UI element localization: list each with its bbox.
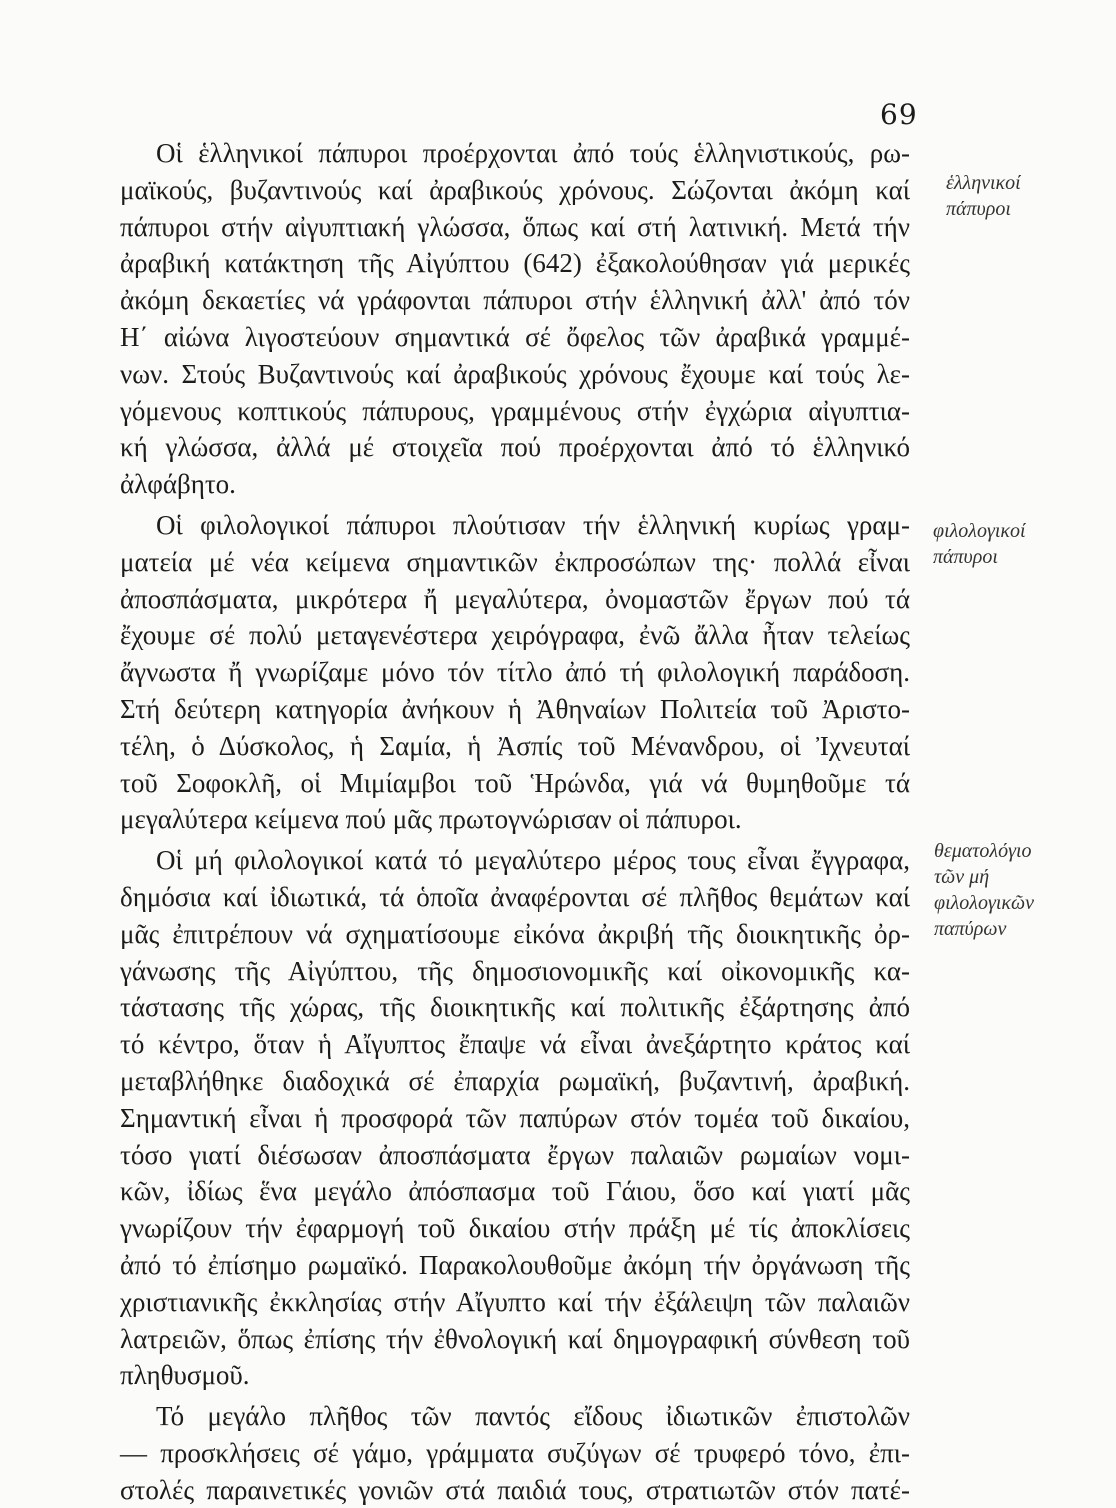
paragraph-literary-papyri <box>120 507 910 838</box>
text-line: νων. Στούς Βυζαντινούς καί ἀραβικούς χρόνους ἔχουμε καί τούς λε- <box>120 358 910 389</box>
text-line: ἀπό τό ἐπίσημο ρωμαϊκό. Παρακολουθοῦμε ἀκόμη τήν ὀργάνωση τῆς <box>120 1249 910 1280</box>
margin-note-non-literary-themes <box>934 838 1109 942</box>
text-line: λατρειῶν, ὅπως ἐπίσης τήν ἐθνολογική καί δημογραφική σύνθεση τοῦ <box>120 1323 910 1354</box>
text-line: ἀλφάβητο. <box>120 469 236 500</box>
text-line: ἀκόμη δεκαετίες νά γράφονται πάπυροι στήν ἑλληνική ἀλλ' ἀπό τόν <box>120 285 910 316</box>
text-line: στολές παραινετικές γονιῶν στά παιδιά τους, στρατιωτῶν στόν πατέ- <box>120 1474 910 1505</box>
text-line: τοῦ Σοφοκλῆ, οἱ Μιμίαμβοι τοῦ Ἡρώνδα, γιά νά θυμηθοῦμε τά <box>120 767 910 798</box>
paragraph-private-letters <box>120 1398 910 1508</box>
text-line: χριστιανικῆς ἐκκλησίας στήν Αἴγυπτο καί τήν ἐξάλειψη τῶν παλαιῶν <box>120 1286 910 1317</box>
text-line: ἔχουμε σέ πολύ μεταγενέστερα χειρόγραφα, ἐνῶ ἄλλα ἦταν τελείως <box>120 620 910 651</box>
text-line: μᾶς ἐπιτρέπουν νά σχηματίσουμε εἰκόνα ἀκριβή τῆς διοικητικῆς ὀρ- <box>120 918 910 949</box>
text-line: ματεία μέ νέα κείμενα σημαντικῶν ἐκπροσώπων της· πολλά εἶναι <box>120 546 910 577</box>
margin-note-hellenic-papyri <box>946 170 1116 222</box>
text-line: μαϊκούς, βυζαντινούς καί ἀραβικούς χρόνους. Σώζονται ἀκόμη καί <box>120 174 910 205</box>
text-line: πάπυροι στήν αἰγυπτιακή γλώσσα, ὅπως καί στή λατινική. Μετά τήν <box>120 211 910 242</box>
margin-note-line: πάπυροι <box>946 198 1011 220</box>
paragraph-non-literary-papyri <box>120 842 910 1394</box>
margin-note-line: παπύρων <box>934 918 1007 940</box>
text-line: τό κέντρο, ὅταν ἡ Αἴγυπτος ἔπαψε νά εἶναι ἀνεξάρτητο κράτος καί <box>120 1029 910 1060</box>
text-line: τέλη, ὁ Δύσκολος, ἡ Σαμία, ἡ Ἀσπίς τοῦ Μένανδρου, οἱ Ἰχνευταί <box>120 730 910 761</box>
text-line: δημόσια καί ἰδιωτικά, τά ὁποῖα ἀναφέρονται σέ πλῆθος θεμάτων καί <box>120 881 910 912</box>
margin-note-line: θεματολόγιο <box>934 840 1032 862</box>
text-line: μεταβλήθηκε διαδοχικά σέ ἐπαρχία ρωμαϊκή, βυζαντινή, ἀραβική. <box>120 1065 910 1096</box>
paragraph-hellenic-papyri <box>120 135 910 503</box>
text-line: κή γλώσσα, ἀλλά μέ στοιχεῖα πού προέρχονται ἀπό τό ἑλληνικό <box>120 432 910 463</box>
text-line: Σημαντική εἶναι ἡ προσφορά τῶν παπύρων στόν τομέα τοῦ δικαίου, <box>120 1102 910 1133</box>
margin-note-line: τῶν μή <box>934 866 990 888</box>
text-line: Οἱ ἑλληνικοί πάπυροι προέρχονται ἀπό τούς ἑλληνιστικούς, ρω- <box>156 138 910 168</box>
text-line: μεγαλύτερα κείμενα πού μᾶς πρωτογνώρισαν οἱ πάπυροι. <box>120 804 742 835</box>
text-line: γνωρίζουν τήν ἐφαρμογή τοῦ δικαίου στήν πράξη μέ τίς ἀποκλίσεις <box>120 1213 910 1244</box>
text-line: γάνωσης τῆς Αἰγύπτου, τῆς δημοσιονομικῆς καί οἰκονομικῆς κα- <box>120 955 910 986</box>
text-line: ἀποσπάσματα, μικρότερα ἤ μεγαλύτερα, ὀνομαστῶν ἔργων πού τά <box>120 583 910 614</box>
text-line: Οἱ φιλολογικοί πάπυροι πλούτισαν τήν ἑλληνική κυρίως γραμ- <box>156 509 910 540</box>
text-line: ἄγνωστα ἤ γνωρίζαμε μόνο τόν τίτλο ἀπό τή φιλολογική παράδοση. <box>120 657 910 688</box>
margin-note-line: φιλολογικῶν <box>934 892 1034 914</box>
text-line: τόσο γιατί διέσωσαν ἀποσπάσματα ἔργων παλαιῶν ρωμαίων νομι- <box>120 1139 910 1170</box>
text-line: Οἱ μή φιλολογικοί κατά τό μεγαλύτερο μέρος τους εἶναι ἔγγραφα, <box>156 845 910 876</box>
text-line: Στή δεύτερη κατηγορία ἀνήκουν ἡ Ἀθηναίων Πολιτεία τοῦ Ἀριστο- <box>120 693 910 724</box>
text-line: κῶν, ἰδίως ἕνα μεγάλο ἀπόσπασμα τοῦ Γάιου, ὅσο καί γιατί μᾶς <box>120 1176 910 1207</box>
body-text <box>120 135 910 1508</box>
margin-note-literary-papyri <box>933 518 1108 570</box>
text-line: Τό μεγάλο πλῆθος τῶν παντός εἴδους ἰδιωτικῶν ἐπιστολῶν <box>156 1401 910 1432</box>
text-line: τάστασης τῆς χώρας, τῆς διοικητικῆς καί πολιτικῆς ἐξάρτησης ἀπό <box>120 992 910 1023</box>
text-line: γόμενους κοπτικούς πάπυρους, γραμμένους στήν ἐγχώρια αἰγυπτια- <box>120 395 910 426</box>
margin-note-line: πάπυροι <box>933 546 998 568</box>
text-line: πληθυσμοῦ. <box>120 1360 250 1391</box>
text-line: Η΄ αἰώνα λιγοστεύουν σημαντικά σέ ὄφελος τῶν ἀραβικά γραμμέ- <box>120 321 910 352</box>
margin-note-line: ἑλληνικοί <box>946 172 1021 194</box>
text-line: ἀραβική κατάκτηση τῆς Αἰγύπτου (642) ἐξακολούθησαν γιά μερικές <box>120 248 910 279</box>
margin-note-line: φιλολογικοί <box>933 520 1026 542</box>
text-line: — προσκλήσεις σέ γάμο, γράμματα συζύγων σέ τρυφερό τόνο, ἐπι- <box>120 1437 910 1468</box>
page-number: 69 <box>880 98 918 131</box>
